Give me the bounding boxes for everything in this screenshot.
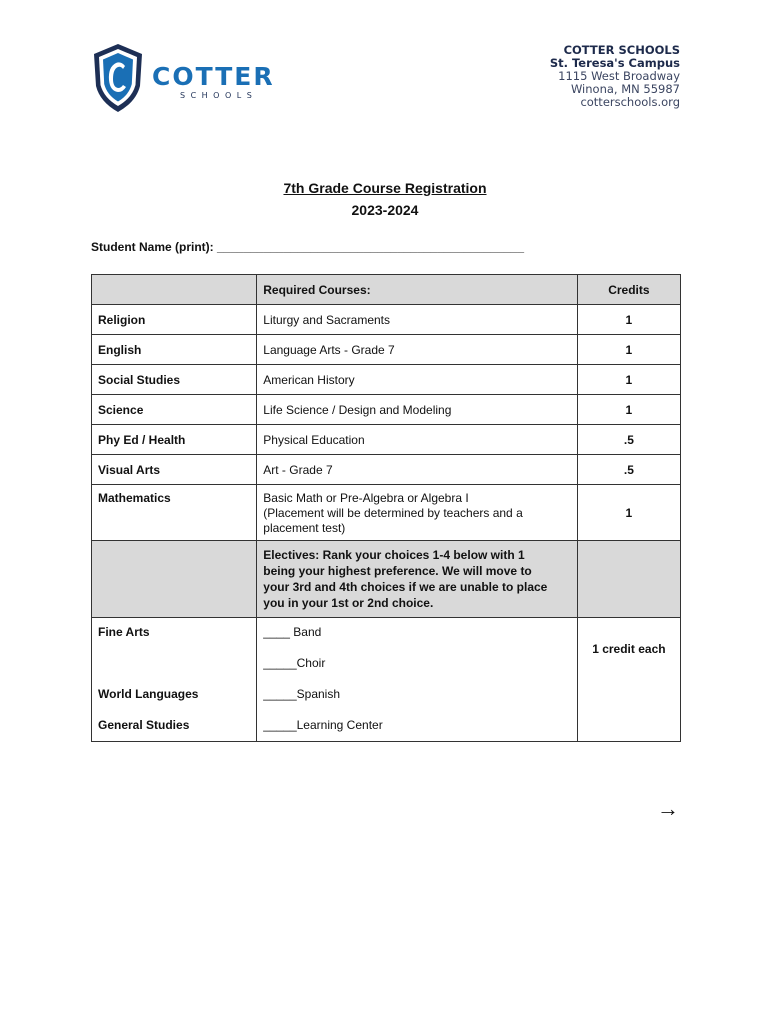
credits-cell: 1	[577, 305, 680, 335]
school-name: COTTER SCHOOLS	[563, 43, 680, 57]
logo-subtext: SCHOOLS	[180, 91, 258, 100]
table-row	[92, 365, 681, 395]
elective-categories	[92, 618, 257, 742]
electives-credits: 1 credit each	[577, 618, 680, 742]
city-state-zip: Winona, MN 55987	[570, 82, 680, 96]
table-row	[92, 335, 681, 365]
credits-cell: .5	[577, 455, 680, 485]
table-row-mathematics	[92, 485, 681, 541]
general-studies-label: General Studies	[98, 718, 190, 732]
subject-cell: Visual Arts	[92, 455, 257, 485]
header-blank	[92, 275, 257, 305]
subject-cell: Mathematics	[92, 485, 257, 541]
electives-row	[92, 618, 681, 742]
elective-choices	[257, 618, 578, 742]
world-languages-label: World Languages	[98, 687, 199, 701]
page-title: 7th Grade Course Registration	[283, 180, 487, 196]
math-placement-note-cont: placement test)	[263, 521, 346, 535]
course-cell: American History	[257, 365, 578, 395]
electives-instructions-line: your 3rd and 4th choices if we are unable to place	[263, 580, 548, 594]
course-cell: Physical Education	[257, 425, 578, 455]
subject-cell: Science	[92, 395, 257, 425]
table-row	[92, 425, 681, 455]
subject-cell: English	[92, 335, 257, 365]
course-cell	[257, 485, 578, 541]
choir-choice[interactable]: _____Choir	[263, 656, 326, 670]
learning-center-choice[interactable]: _____Learning Center	[263, 718, 383, 732]
school-year: 2023-2024	[351, 202, 419, 218]
credits-cell: .5	[577, 425, 680, 455]
header-credits: Credits	[577, 275, 680, 305]
subject-cell: Religion	[92, 305, 257, 335]
logo-wordmark: COTTER	[152, 62, 275, 91]
electives-instructions-line: being your highest preference. We will move to	[263, 564, 532, 578]
campus-name: St. Teresa's Campus	[549, 56, 680, 70]
credits-cell: 1	[577, 395, 680, 425]
website: cotterschools.org	[580, 95, 680, 109]
electives-blank	[92, 541, 257, 618]
fine-arts-label: Fine Arts	[98, 625, 150, 639]
header-required-courses: Required Courses:	[257, 275, 578, 305]
subject-cell: Social Studies	[92, 365, 257, 395]
course-cell: Language Arts - Grade 7	[257, 335, 578, 365]
student-name-field[interactable]: Student Name (print): ______________________________________________	[91, 240, 524, 254]
credits-cell: 1	[577, 365, 680, 395]
course-cell: Liturgy and Sacraments	[257, 305, 578, 335]
shield-logo-icon	[90, 42, 146, 114]
course-cell: Life Science / Design and Modeling	[257, 395, 578, 425]
spanish-choice[interactable]: _____Spanish	[263, 687, 340, 701]
band-choice[interactable]: ____ Band	[263, 625, 322, 639]
table-row	[92, 455, 681, 485]
cotter-logo	[90, 42, 290, 114]
math-placement-note: (Placement will be determined by teachers and a	[263, 506, 523, 520]
course-cell: Art - Grade 7	[257, 455, 578, 485]
electives-credits-blank	[577, 541, 680, 618]
math-course-line: Basic Math or Pre-Algebra or Algebra I	[263, 491, 469, 505]
fine-arts-spacer	[98, 656, 250, 687]
credits-cell: 1	[577, 335, 680, 365]
electives-instructions-line: Electives: Rank your choices 1-4 below with 1	[263, 548, 525, 562]
table-header-row	[92, 275, 681, 305]
electives-header-row	[92, 541, 681, 618]
electives-instructions-line: you in your 1st or 2nd choice.	[263, 596, 434, 610]
street-address: 1115 West Broadway	[558, 69, 680, 83]
school-address	[550, 44, 680, 109]
electives-instructions	[257, 541, 578, 618]
subject-cell: Phy Ed / Health	[92, 425, 257, 455]
table-row	[92, 395, 681, 425]
next-page-arrow-icon: →	[657, 796, 679, 821]
credits-cell: 1	[577, 485, 680, 541]
course-table	[91, 274, 681, 742]
table-row	[92, 305, 681, 335]
